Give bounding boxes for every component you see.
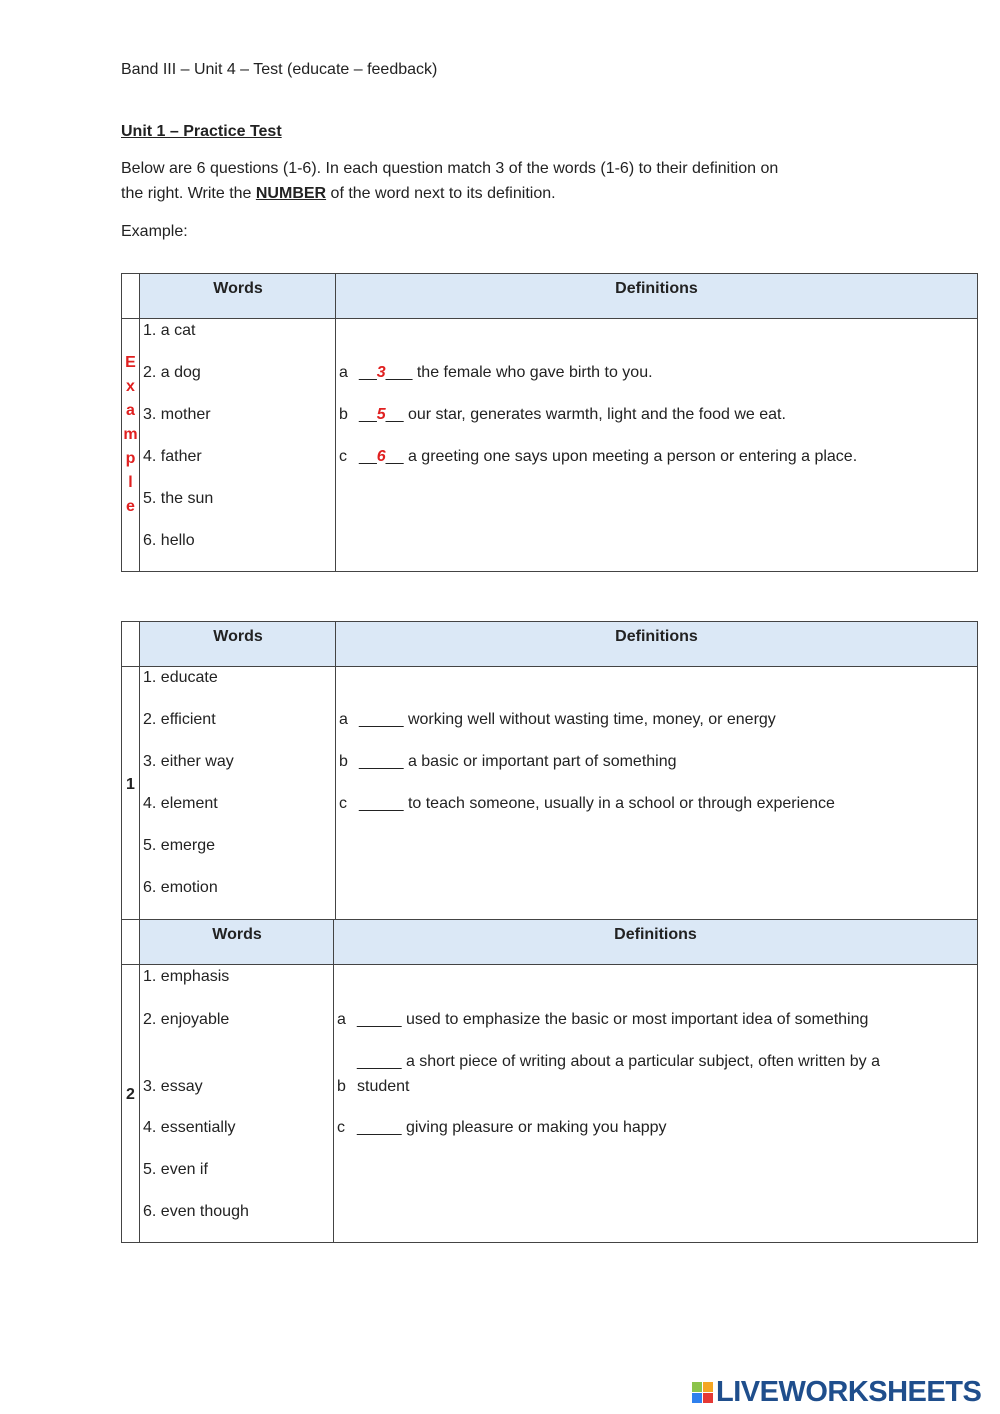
word-item: 6. emotion	[143, 879, 218, 896]
definition-letter: b	[339, 753, 348, 770]
example-side-letter: l	[128, 474, 133, 491]
word-item: 2. efficient	[143, 711, 216, 728]
definition-letter: c	[337, 1119, 345, 1136]
definition-text: __ our star, generates warmth, light and the food we eat.	[385, 406, 786, 423]
example-side-letter: p	[125, 450, 136, 467]
word-item: 4. element	[143, 795, 218, 812]
instructions-line-1: Below are 6 questions (1-6). In each question match 3 of the words (1-6) to their definition on	[121, 160, 779, 177]
table-header	[122, 274, 977, 319]
word-item: 2. a dog	[143, 364, 201, 381]
definition-letter: a	[339, 364, 348, 381]
word-item: 1. educate	[143, 669, 218, 686]
word-item: 6. hello	[143, 532, 195, 549]
question-number: 2	[126, 1086, 135, 1103]
words-header: Words	[212, 926, 262, 943]
word-item: 5. the sun	[143, 490, 214, 507]
definition-text[interactable]: _____ giving pleasure or making you happy	[357, 1119, 667, 1136]
example-side-letter: e	[126, 498, 135, 515]
definition-letter: b	[337, 1078, 346, 1095]
matching-table	[121, 273, 978, 572]
example-side-letter: m	[123, 426, 138, 443]
table-header	[122, 920, 977, 965]
word-item: 1. emphasis	[143, 968, 230, 985]
word-item: 5. even if	[143, 1161, 208, 1178]
example-side-letter: x	[126, 378, 135, 395]
word-item: 1. a cat	[143, 322, 196, 339]
answer: 5	[376, 406, 386, 423]
answer: 3	[376, 364, 386, 381]
table-header	[122, 622, 977, 667]
word-item: 4. father	[143, 448, 202, 465]
blank: __	[359, 364, 377, 381]
blank: __	[359, 448, 377, 465]
definition-text[interactable]: _____ to teach someone, usually in a school or through experience	[359, 795, 835, 812]
question-number: 1	[126, 776, 135, 793]
definitions-header: Definitions	[615, 628, 698, 645]
instr-text: of the word next to its definition.	[326, 185, 556, 202]
definitions-header: Definitions	[615, 280, 698, 297]
definition-text[interactable]: _____ a short piece of writing about a particular subject, often written by a	[357, 1053, 880, 1070]
answer: 6	[376, 448, 386, 465]
word-item: 3. mother	[143, 406, 211, 423]
word-item: 3. essay	[143, 1078, 203, 1095]
definition-text[interactable]: _____ a basic or important part of something	[359, 753, 677, 770]
logo-icon	[692, 1382, 713, 1403]
word-item: 4. essentially	[143, 1119, 236, 1136]
word-item: 2. enjoyable	[143, 1011, 230, 1028]
definition-letter: c	[339, 795, 347, 812]
matching-table	[121, 919, 978, 1243]
blank: __	[359, 406, 377, 423]
test-title: Unit 1 – Practice Test	[121, 123, 282, 140]
definition-row	[359, 364, 653, 382]
definition-text: ___ the female who gave birth to you.	[385, 364, 653, 381]
definition-row	[359, 406, 786, 424]
definition-letter: a	[339, 711, 348, 728]
word-item: 5. emerge	[143, 837, 216, 854]
definition-row	[359, 448, 857, 466]
definition-text: __ a greeting one says upon meeting a person or entering a place.	[385, 448, 858, 465]
definition-text[interactable]: _____ used to emphasize the basic or most important idea of something	[357, 1011, 869, 1028]
liveworksheets-logo	[692, 1376, 981, 1409]
definition-letter: c	[339, 448, 347, 465]
instructions-line-2	[121, 185, 556, 203]
definition-text[interactable]: _____ working well without wasting time, money, or energy	[359, 711, 776, 728]
definition-letter: b	[339, 406, 348, 423]
definitions-header: Definitions	[614, 926, 697, 943]
instr-bold: NUMBER	[255, 185, 327, 202]
example-label: Example:	[121, 223, 188, 240]
logo-text: LIVEWORKSHEETS	[716, 1376, 982, 1408]
word-item: 6. even though	[143, 1203, 249, 1220]
definition-letter: a	[337, 1011, 346, 1028]
instr-text: the right. Write the	[121, 185, 256, 202]
example-side-letter: E	[125, 354, 136, 371]
words-header: Words	[213, 280, 263, 297]
matching-table	[121, 621, 978, 920]
document-header: Band III – Unit 4 – Test (educate – feedback)	[121, 61, 438, 78]
example-side-letter: a	[126, 402, 135, 419]
word-item: 3. either way	[143, 753, 234, 770]
definition-text-cont: student	[357, 1078, 410, 1095]
words-header: Words	[213, 628, 263, 645]
